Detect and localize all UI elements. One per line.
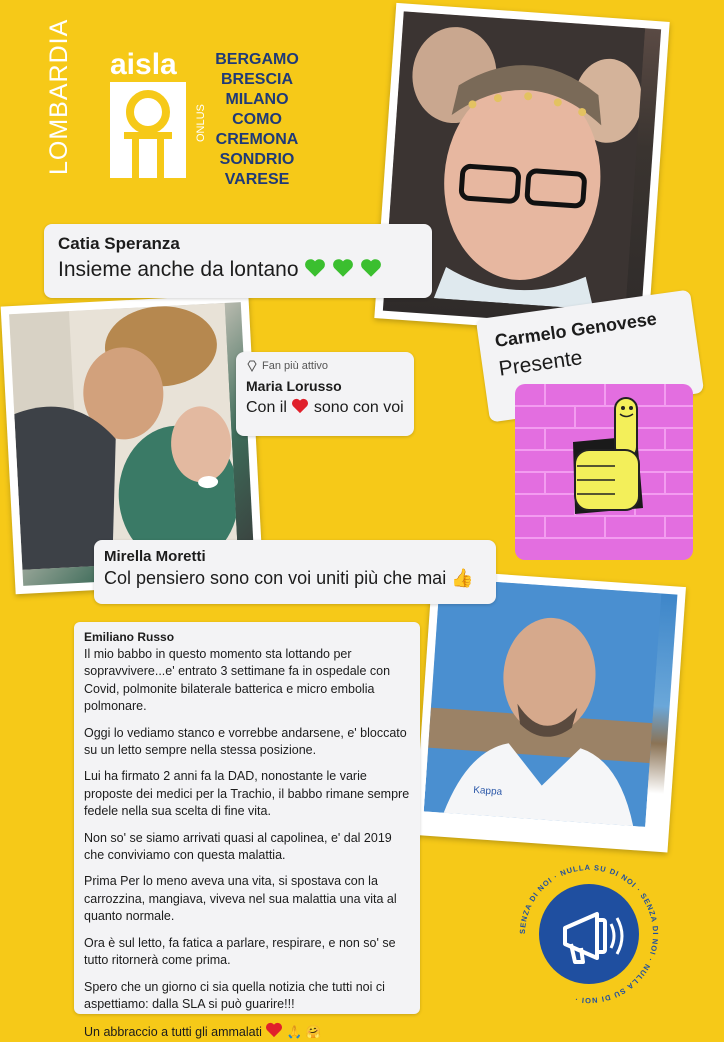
comment-author: Mirella Moretti (104, 548, 206, 565)
comment-body: Insieme anche da lontano (58, 258, 299, 281)
svg-text:Kappa: Kappa (472, 784, 503, 798)
comment-author: Maria Lorusso (246, 378, 342, 394)
comment-paragraph-last: Un abbraccio a tutti gli ammalati 🙏 🤗 (84, 1022, 410, 1041)
region-label: LOMBARDIA (45, 18, 73, 175)
comment-paragraph: Ora è sul letto, fa fatica a parlare, respirare, e non so' se tutto ritornerà come prima. (84, 935, 396, 968)
stamp-badge (513, 858, 665, 1010)
comment-paragraph: Prima Per lo meno aveva una vita, si spostava con la carrozzina, mangiava, viveva nel sua malattia una vita al quanto normale. (84, 874, 397, 924)
stamp-ring-text: SENZA DI NOI · NULLA SU DI NOI · SENZA DI NOI · NULLA SU DI NOI · (517, 862, 661, 1006)
comment-author: Catia Speranza (58, 234, 180, 253)
city-item: VARESE (224, 171, 290, 188)
comment-text (58, 258, 418, 282)
city-list (202, 50, 312, 190)
city-item: BRESCIA (220, 71, 293, 88)
hug-face-icon: 🤗 (305, 1025, 322, 1040)
comment-body: Col pensiero sono con voi uniti più che mai (104, 568, 447, 588)
comment-paragraph: Oggi lo vediamo stanco e vorrebbe andarsene, e' bloccato su un letto sempre nella stessa posizione. (84, 725, 407, 758)
comment-author: Carmelo Genovese (493, 308, 658, 351)
city-item: BERGAMO (215, 51, 299, 68)
comment-text: Presente (497, 346, 584, 381)
comment-paragraph: Non so' se siamo arrivati quasi al capolinea, e' dal 2019 che conviviamo con questa malattia. (84, 830, 392, 863)
logo-sub: ONLUS (195, 104, 207, 142)
diamond-icon (246, 360, 258, 372)
comment-catia (44, 224, 432, 298)
comment-paragraph: Il mio babbo in questo momento sta lottando per sopravvivere...e' entrato 3 settimane fa in ospedale con Covid, polmonite bilaterale batterica e micro embolia polmonare. (84, 647, 391, 714)
city-item: CREMONA (215, 131, 299, 148)
fan-badge (246, 360, 404, 372)
photo-man (414, 569, 686, 852)
city-item: COMO (232, 111, 282, 128)
logo-text: aisla (110, 50, 177, 81)
city-item: SONDRIO (219, 151, 295, 168)
city-item: MILANO (225, 91, 289, 108)
comment-text: Con il sono con voi (246, 399, 404, 416)
thumbs-up-icon: 👍 (451, 568, 474, 588)
fan-badge-label: Fan più attivo (262, 360, 329, 372)
comment-maria (236, 352, 414, 436)
comment-mirella (94, 540, 496, 604)
comment-emiliano (74, 622, 420, 1040)
red-heart-icon (265, 1022, 283, 1038)
comment-paragraph: Lui ha firmato 2 anni fa la DAD, nonostante le varie proposte dei medici per la Trachio, il babbo rimane sempre fedele nella sua scelta di fine vita. (84, 769, 410, 819)
comment-author: Emiliano Russo (84, 630, 175, 644)
comment-text (104, 568, 486, 589)
comment-paragraph: Spero che un giorno ci sia quella notizia che tutti noi ci aspettiamo: dalla SLA si può guarire!!! (84, 979, 385, 1011)
thumbs-up-sticker (515, 384, 693, 560)
praying-hands-icon: 🙏 (286, 1025, 303, 1040)
green-heart-icon (304, 258, 382, 281)
red-heart-icon (291, 398, 309, 414)
